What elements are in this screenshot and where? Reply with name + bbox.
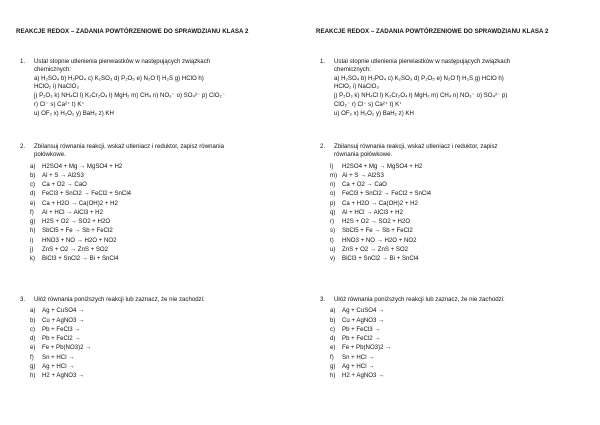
list-item: e) Ca + H2O → Ca(OH)2 + H2: [30, 199, 118, 207]
list-item: g) H2S + O2 → SO2 + H2O: [30, 218, 111, 226]
list-item: d) Pb + FeCl2 →: [30, 335, 81, 343]
list-item: b) Al + S → Al2S3: [30, 171, 84, 179]
compounds-line: ClO₂⁻ r) Cl⁻ s) Ca²⁺ t) K⁺: [334, 101, 403, 109]
list-item: r) H2S + O2 → SO2 + H2O: [330, 218, 411, 226]
task-prompt: Ułóż równania poniższych reakcji lub zaznacz, że nie zachodzi:: [34, 296, 205, 303]
right-worksheet: [300, 0, 590, 425]
list-item: e) Fe + Pb(NO3)2 →: [330, 344, 392, 352]
list-item: s) SbCl5 + Fe → Sb + FeCl2: [330, 227, 413, 235]
list-item: l) H2SO4 + Mg → MgSO4 + H2: [330, 162, 423, 170]
reaction-list: [320, 162, 582, 264]
page-title: REAKCJE REDOX – ZADANIA POWTÓRZENIOWE DO SPRAWDZIANU KLASA 2: [316, 28, 549, 35]
task-prompt: Zbilansuj równania reakcji, wskaż utleniacz i reduktor, zapisz równania: [34, 143, 225, 150]
list-item: b) Cu + AgNO3 →: [30, 316, 85, 324]
list-item: b) Cu + AgNO3 →: [330, 316, 385, 324]
list-item: a) Ag + CuSO4 →: [30, 307, 85, 315]
list-item: j) ZnS + O2 → ZnS + SO2: [30, 245, 109, 253]
reaction-list: [20, 306, 282, 380]
task-prompt: Ustal stopnie utlenienia pierwiastków w następujących związkach: [334, 58, 511, 65]
list-item: h) H2 + AgNO3 →: [330, 372, 385, 380]
compounds-line: HClO₂ i) NaClO₃: [334, 83, 379, 91]
list-item: v) BiCl3 + SnCl2 → Bi + SnCl4: [330, 255, 419, 263]
list-item: f) Al + HCl → AlCl3 + H2: [30, 208, 103, 216]
compounds-line: u) OF₂ x) H₂O₂ y) BaH₂ z) KH: [334, 110, 414, 118]
list-item: f) Sn + HCl →: [30, 353, 75, 361]
list-item: d) Pb + FeCl2 →: [330, 335, 381, 343]
list-item: u) ZnS + O2 → ZnS + SO2: [330, 245, 409, 253]
list-item: n) Ca + O2 → CaO: [330, 181, 387, 189]
compounds-line: a) H₂SO₄ b) H₃PO₄ c) K₂SO₃ d) P₂O₅ e) N₂O f) H₂S g) HClO h): [34, 74, 204, 82]
list-item: f) Sn + HCl →: [330, 353, 375, 361]
list-item: p) Ca + H2O → Ca(OH)2 + H2: [330, 199, 418, 207]
task-prompt: Ustal stopnie utlenienia pierwiastków w następujących związkach: [34, 58, 211, 65]
task-1: [20, 58, 282, 119]
page-title: REAKCJE REDOX – ZADANIA POWTÓRZENIOWE DO SPRAWDZIANU KLASA 2: [16, 28, 249, 35]
list-item: e) Fe + Pb(NO3)2 →: [30, 344, 92, 352]
task-2: [320, 143, 582, 263]
list-item: m) Al + S → Al2S3: [330, 171, 384, 179]
task-number: 2.: [320, 143, 326, 150]
compounds-line: a) H₂SO₄ b) H₃PO₄ c) K₂SO₃ d) P₂O₅ e) N₂O f) H₂S g) HClO h): [334, 74, 504, 82]
list-item: c) Pb + FeCl3 →: [30, 325, 81, 333]
task-number: 3.: [320, 296, 326, 303]
task-number: 1.: [320, 58, 326, 65]
compounds-line: j) P₂O₃ k) NH₄Cl l) K₂Cr₂O₄ ł) MgH₂ m) CH₄ n) NO₃⁻ o) SO₄²⁻ p) ClO₂⁻: [34, 92, 226, 100]
task-prompt-cont: chemicznych:: [334, 66, 371, 74]
reaction-list: [20, 162, 282, 264]
compounds-line: r) Cl⁻ s) Ca²⁺ t) K⁺: [34, 101, 85, 109]
list-item: q) Al + HCl → AlCl3 + H2: [330, 208, 403, 216]
task-3: [20, 296, 282, 381]
task-1: [320, 58, 582, 119]
compounds-line: j) P₂O₃ k) NH₄Cl l) K₂Cr₂O₄ ł) MgH₂ m) CH₄ n) NO₃⁻ o) SO₄²⁻ p): [334, 92, 508, 100]
list-item: c) Pb + FeCl3 →: [330, 325, 381, 333]
list-item: g) Ag + HCl →: [330, 363, 375, 371]
list-item: k) BiCl3 + SnCl2 → Bi + SnCl4: [30, 255, 119, 263]
list-item: h) H2 + AgNO3 →: [30, 372, 85, 380]
compounds-line: u) OF₂ x) H₂O₂ y) BaH₂ z) KH: [34, 110, 114, 118]
task-2: [20, 143, 282, 263]
task-number: 3.: [20, 296, 26, 303]
list-item: c) Ca + O2 → CaO: [30, 181, 87, 189]
task-prompt-cont: połówkowe.: [34, 151, 66, 159]
list-item: a) Ag + CuSO4 →: [330, 307, 385, 315]
reaction-list: [320, 306, 582, 380]
list-item: t) HNO3 + NO → H2O + NO2: [330, 236, 417, 244]
list-item: h) SbCl5 + Fe → Sb + FeCl2: [30, 227, 113, 235]
task-prompt: Zbilansuj równania reakcji, wskaż utleniacz i reduktor, zapisz: [334, 143, 498, 150]
task-number: 1.: [20, 58, 26, 65]
list-item: d) FeCl3 + SnCl2 → FeCl2 + SnCl4: [30, 190, 132, 198]
task-prompt: Ułóż równania poniższych reakcji lub zaznacz, że nie zachodzi:: [334, 296, 505, 303]
list-item: i) HNO3 + NO → H2O + NO2: [30, 236, 117, 244]
list-item: o) FeCl3 + SnCl2 → FeCl2 + SnCl4: [330, 190, 432, 198]
list-item: g) Ag + HCl →: [30, 363, 75, 371]
task-prompt-cont: równania połówkowe.: [334, 151, 393, 159]
task-3: [320, 296, 582, 381]
left-worksheet: [0, 0, 290, 425]
list-item: a) H2SO4 + Mg → MgSO4 + H2: [30, 162, 123, 170]
task-number: 2.: [20, 143, 26, 150]
compounds-line: HClO₂ i) NaClO₃: [34, 83, 79, 91]
task-prompt-cont: chemicznych:: [34, 66, 71, 74]
